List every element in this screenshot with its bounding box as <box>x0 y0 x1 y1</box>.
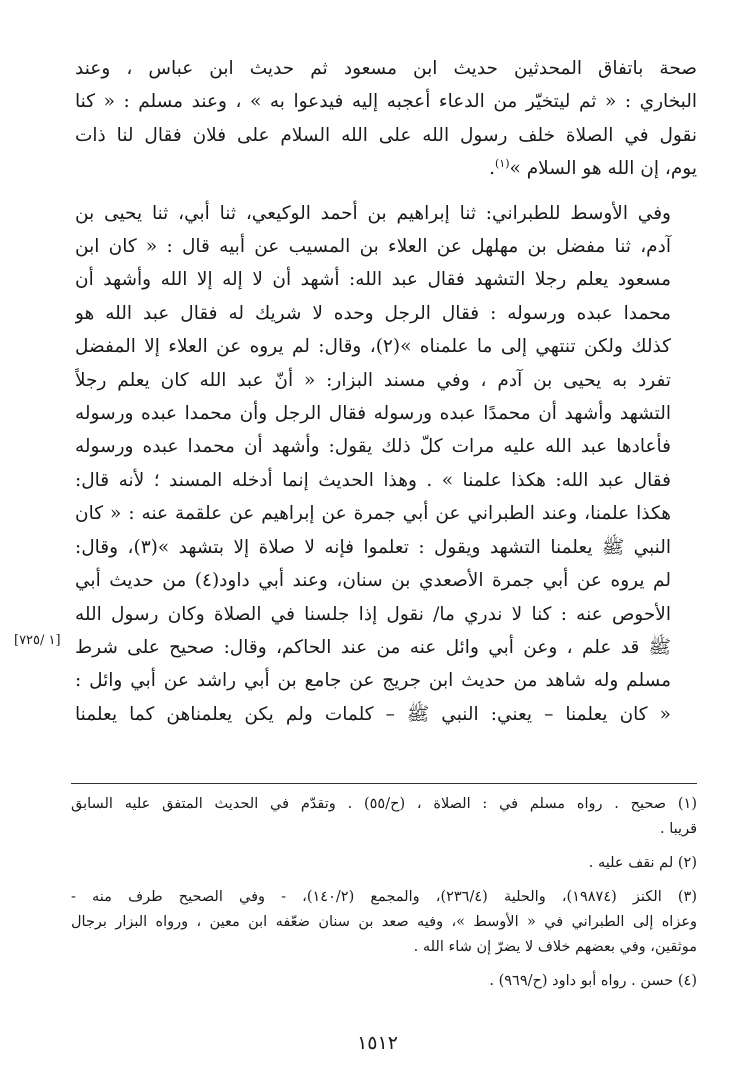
text-line: فقال عبد الله: هكذا علمنا » . وهذا الحديث إنما أدخله المسند ؛ لأنه قال: <box>75 469 671 491</box>
footnote-line: (٢) لم نقف عليه . <box>588 855 697 871</box>
text-line: « كان يعلمنا – يعني: النبي ﷺ – كلمات ولم يكن يعلمناهن كما يعلمنا <box>75 703 671 725</box>
footnote-line: موثقين، وفي بعضهم خلاف لا يضرّ إن شاء الله . <box>413 939 697 955</box>
page-number: ١٥١٢ <box>357 1032 398 1054</box>
text-line: مسعود يعلم رجلا التشهد فقال عبد الله: أشهد أن لا إله إلا الله وأشهد أن <box>75 269 671 291</box>
text-line: البخاري : « ثم ليتخيّر من الدعاء أعجبه إليه فيدعوا به » ، وعند مسلم : « كنا <box>75 91 697 113</box>
text-line: النبي ﷺ يعلمنا التشهد ويقول : تعلموا فإنه لا صلاة إلا بتشهد »(٣)، وقال: <box>75 536 671 558</box>
footnote-4 <box>71 969 697 994</box>
text-line: آدم، ثنا مفضل بن مهلهل عن العلاء بن المسيب عن أبيه قال : « كان ابن <box>75 236 671 258</box>
text-line: محمدا عبده ورسوله : فقال الرجل وحده لا شريك له فقال عبد الله هو <box>75 302 671 324</box>
footnote-line: وعزاه إلى الطبراني في « الأوسط »، وفيه صعد بن سنان ضعّفه ابن معين ، ورواه البزار برجال <box>71 914 697 930</box>
margin-reference: [١ /٧٢٥] <box>14 633 61 648</box>
main-text <box>75 52 697 731</box>
footnote-divider <box>71 783 697 784</box>
text-line-content: يوم، إن الله هو السلام » <box>509 158 697 180</box>
footnote-line: قريبا . <box>660 821 697 837</box>
footnote-line: (١) صحيح . رواه مسلم في : الصلاة ، (ح/٥٥) . وتقدّم في الحديث المتفق عليه السابق <box>71 796 697 812</box>
footnote-line: (٤) حسن . رواه أبو داود (ح/٩٦٩) . <box>489 973 697 989</box>
text-line: هكذا علمنا، وعند الطبراني عن أبي جمرة عن إبراهيم عن علقمة عنه : « كان <box>75 503 671 525</box>
text-line: فأعادها عبد الله عليه مرات كلّ ذلك يقول: وأشهد أن محمدا عبده ورسوله <box>75 436 671 458</box>
text-line: صحة باتفاق المحدثين حديث ابن مسعود ثم حديث ابن عباس ، وعند <box>75 58 697 79</box>
text-line: تفرد به يحيى بن آدم ، وفي مسند البزار: « أنّ عبد الله كان يعلم رجلاً <box>75 369 671 391</box>
paragraph-2 <box>75 197 697 732</box>
text-line: التشهد وأشهد أن محمدًا عبده ورسوله فقال الرجل وأن محمدا عبده ورسوله <box>75 403 671 425</box>
text-line: لم يروه عن أبي جمرة الأصعدي بن سنان، وعند أبي داود(٤) من حديث أبي <box>75 570 671 592</box>
text-line: كذلك ولكن تنتهي إلى ما علمناه »(٢)، وقال: لم يروه عن العلاء إلا المفضل <box>75 336 671 358</box>
text-line: يوم، إن الله هو السلام »$^{(١)}$. <box>489 157 697 180</box>
paragraph-1 <box>75 52 697 186</box>
text-line: مسلم وله شاهد من حديث ابن جريج عن جامع بن أبي راشد عن أبي وائل : <box>75 670 671 692</box>
text-line: الأحوص عنه : كنا لا ندري ما/ نقول إذا جلسنا في الصلاة وكان رسول الله <box>75 603 671 625</box>
footnotes <box>71 792 697 1003</box>
footnote-1 <box>71 792 697 842</box>
text-line: وفي الأوسط للطبراني: ثنا إبراهيم بن أحمد الوكيعي، ثنا أبي، ثنا يحيى بن <box>75 202 671 224</box>
footnote-2 <box>71 851 697 876</box>
text-line: ﷺ قد علم ، وعن أبي وائل عنه من عند الحاكم، وقال: صحيح على شرط <box>75 636 671 658</box>
text-line: نقول في الصلاة خلف رسول الله على الله السلام على فلان فقال لنا ذات <box>75 124 697 146</box>
footnote-marker: (١) <box>495 157 510 171</box>
footnote-line: (٣) الكنز (١٩٨٧٤)، والحلية (٢٣٦/٤)، والمجمع (١٤٠/٢)، - وفي الصحيح طرف منه - <box>71 889 697 905</box>
footnote-3 <box>71 885 697 960</box>
